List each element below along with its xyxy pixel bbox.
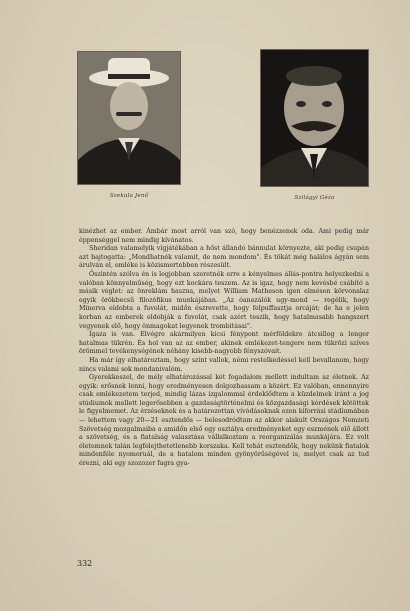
paragraph: Gyerekkeszel, de mély elhatározással két fogadalom mellett indultam az életnek. Az egyik: erősnek lenni, hogy eredményesen dolgozhassam a közért. Ez valóban, ennennyire csak emlékezetem terjed, mindig lázas izgalommal érdeklődtem a küzdelmek iránt a jog stúdiumok mellett legerősebben a gazdaságtörténelmi és közgazdasági kérdések kötöttek le figyelmemet. Az érzéseknek és a határozottan vívódásoknak ezen kiforrási stádiumában — lehettem vagy 20—21 esztendős — belesodródtam az akkor alakult Országos Nemzeti Szövetség mozgalmaiba a amidőn első egy osztálya eredményeket egy eszmének elő állott a szövetség, és a fiatalság valasztása vállalkoztam a reorganizálás munkájára. Ez volt életemnek talán legfelejthetetlenebb korszaka. Kell tehát esztendők, hogy nekünk fiatalok mindenféle nyomoruál, de a hatalom minden gyönyörűségével is, melyet csak az tud érezni, aki egy szozozer fagra gya- xyxy=(79,374,369,468)
paragraph: kinézhet az ember. Ámbár most arról van szó, hogy benézzenek oda. Ami pedig már éppenséggel nem mindig kívánatos. xyxy=(79,228,369,244)
body-text xyxy=(79,228,369,469)
portrait-caption-left: Szekula Jenő xyxy=(109,193,149,199)
portrait-caption-right: Szilágyi Géza xyxy=(294,195,335,201)
paragraph: Sheridan valamelyik vígjátékában a hőst állandó bánnulat környezte, aki pedig csupán azt hajtogatta: „Mondhatnék valamit, de nem mondom". És tökát még halálos ágyán sem árulván el, emléke is közismertebben részesült. xyxy=(79,245,369,270)
page-number: 332 xyxy=(77,559,93,568)
paragraph: Őszintén szólva én is legjobban szeretnék erre a kényelmes állás-pontra helyezkedni a valóban könnyelműség, hogy ezt kockára teszem. Az is igaz, hogy nem kevésbé csábító a másik véglet: az önreklám haszna, melyet William Matheson igen elmésen körvonalaz egyik örökbecsű filozófikus munkájában. „Az óanezálók ugy-mond — regélik, hogy Minerva eldobta a fuvolát, midőn észrevette, hogy felpuffasztja orcáját; de ha e jelen korban az emberek eldobják a fuvolát, csak azért teszik, hogy hatalmasabb hangszert vegyenek elő, hogy önmagokat legyenek trombitásai". xyxy=(79,270,369,330)
portrait-photo-right xyxy=(261,50,368,186)
paragraph: Ha már így elhatároztam, hogy színt vallok, némi restelkedéssel kell bevallanom, hogy nincs valami sok mondanivalóm. xyxy=(79,356,369,373)
paragraph: Igaza is van. Elvégre akármilyen kicsi fénypont mérföldekre átcsillog a lenger hatalmas tükrén. És hol van az az ember, akinek emlékezet-tengere nem tükrözi szíves örömmel tevékenységének néhány kisebb-nagyobb fényszóvait. xyxy=(79,331,369,356)
portrait-photo-left xyxy=(78,52,180,184)
